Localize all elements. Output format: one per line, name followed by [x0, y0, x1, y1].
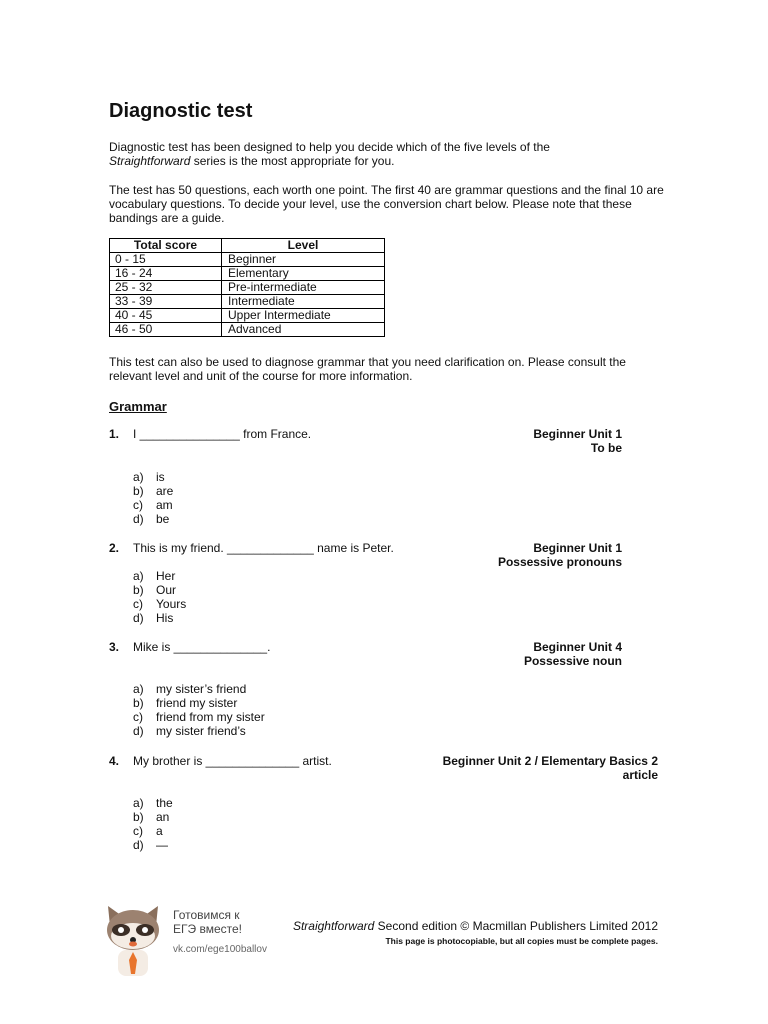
header-total-score: Total score: [110, 239, 222, 253]
option-text: a: [156, 824, 163, 838]
answer-options: [133, 682, 265, 738]
question-number: 2.: [109, 541, 120, 555]
option-a[interactable]: [133, 569, 186, 583]
copyright-rest: Second edition © Macmillan Publishers Limited 2012: [374, 919, 658, 933]
unit-topic: Possessive noun: [523, 654, 622, 668]
option-text: my sister friend’s: [156, 724, 246, 738]
option-letter: b): [133, 696, 144, 710]
option-letter: a): [133, 569, 144, 583]
question-number: 3.: [109, 640, 120, 654]
unit-title: Beginner Unit 1: [533, 541, 622, 555]
promo-line-1: Готовимся к: [173, 908, 240, 922]
option-b[interactable]: [133, 810, 173, 824]
question-text: This is my friend. _____________ name is Peter.: [133, 541, 394, 555]
option-c[interactable]: [133, 710, 265, 724]
score-conversion-table: [109, 238, 385, 337]
option-c[interactable]: [133, 597, 186, 611]
level-cell: Beginner: [222, 253, 385, 267]
table-row: [110, 295, 385, 309]
unit-title: Beginner Unit 2 / Elementary Basics 2: [442, 754, 658, 768]
score-cell: 40 - 45: [110, 309, 222, 323]
option-text: the: [156, 796, 173, 810]
option-letter: a): [133, 470, 144, 484]
level-cell: Intermediate: [222, 295, 385, 309]
promo-text: [173, 908, 242, 936]
option-letter: d): [133, 838, 144, 852]
page-title: Diagnostic test: [109, 100, 253, 122]
answer-options: [133, 569, 186, 625]
option-letter: b): [133, 484, 144, 498]
option-d[interactable]: [133, 512, 173, 526]
table-row: [110, 267, 385, 281]
option-text: an: [156, 810, 170, 824]
unit-reference: [533, 427, 622, 455]
question-number: 4.: [109, 754, 120, 768]
header-level: Level: [222, 239, 385, 253]
option-c[interactable]: [133, 824, 173, 838]
intro-paragraph-1: [109, 140, 669, 168]
unit-topic: Possessive pronouns: [497, 555, 622, 569]
table-row: [110, 309, 385, 323]
copyright-line: [293, 919, 658, 933]
unit-title: Beginner Unit 1: [533, 427, 622, 441]
option-text: is: [156, 470, 165, 484]
option-text: am: [156, 498, 173, 512]
table-row: [110, 323, 385, 337]
option-letter: d): [133, 512, 144, 526]
unit-reference: [524, 640, 622, 668]
section-heading-grammar: Grammar: [109, 399, 167, 414]
option-text: Her: [156, 569, 176, 583]
score-cell: 25 - 32: [110, 281, 222, 295]
option-text: my sister’s friend: [156, 682, 247, 696]
unit-topic: To be: [590, 441, 622, 455]
level-cell: Advanced: [222, 323, 385, 337]
option-text: be: [156, 512, 170, 526]
option-b[interactable]: [133, 583, 186, 597]
unit-reference: [498, 541, 622, 569]
option-letter: c): [133, 710, 143, 724]
option-letter: a): [133, 682, 144, 696]
table-row: [110, 253, 385, 267]
table-row: [110, 281, 385, 295]
option-b[interactable]: [133, 696, 265, 710]
option-letter: a): [133, 796, 144, 810]
level-cell: Elementary: [222, 267, 385, 281]
score-cell: 46 - 50: [110, 323, 222, 337]
series-name: Straightforward: [109, 154, 191, 168]
question-text: Mike is ______________.: [133, 640, 271, 654]
promo-line-2: ЕГЭ вместе!: [173, 922, 242, 936]
option-text: Our: [156, 583, 177, 597]
promo-link[interactable]: vk.com/ege100ballov: [173, 944, 267, 955]
question-text: I _______________ from France.: [133, 427, 312, 441]
option-d[interactable]: [133, 724, 265, 738]
option-letter: c): [133, 597, 143, 611]
question-number: 1.: [109, 427, 120, 441]
answer-options: [133, 796, 173, 852]
answer-options: [133, 470, 173, 526]
option-text: friend my sister: [156, 696, 238, 710]
intro-p1-after: series is the most appropriate for you.: [190, 154, 395, 168]
score-cell: 16 - 24: [110, 267, 222, 281]
option-letter: c): [133, 824, 143, 838]
copyright-series: Straightforward: [292, 919, 375, 933]
option-text: His: [156, 611, 174, 625]
unit-reference: [443, 754, 658, 782]
option-letter: b): [133, 810, 144, 824]
outro-paragraph: This test can also be used to diagnose grammar that you need clarification on. Please consult the relevant level and unit of the course for more information.: [109, 355, 626, 383]
intro-p1-before: Diagnostic test has been designed to help you decide which of the five levels of the: [109, 140, 550, 154]
level-cell: Upper Intermediate: [222, 309, 385, 323]
option-a[interactable]: [133, 796, 173, 810]
option-letter: b): [133, 583, 144, 597]
option-b[interactable]: [133, 484, 173, 498]
option-letter: d): [133, 724, 144, 738]
raccoon-mascot-icon: [100, 902, 166, 980]
intro-paragraph-2: The test has 50 questions, each worth one point. The first 40 are grammar questions and the final 10 are vocabulary questions. To decide your level, use the conversion chart below. Please note that these bandings are a guide.: [109, 183, 664, 225]
question-text: My brother is ______________ artist.: [133, 754, 332, 768]
photocopy-note: This page is photocopiable, but all copies must be complete pages.: [385, 936, 658, 946]
option-text: —: [156, 838, 168, 852]
score-cell: 0 - 15: [110, 253, 222, 267]
option-a[interactable]: [133, 470, 173, 484]
unit-topic: article: [622, 768, 658, 782]
score-cell: 33 - 39: [110, 295, 222, 309]
option-a[interactable]: [133, 682, 265, 696]
level-cell: Pre-intermediate: [222, 281, 385, 295]
option-text: friend from my sister: [156, 710, 265, 724]
option-d[interactable]: [133, 838, 173, 852]
unit-title: Beginner Unit 4: [533, 640, 622, 654]
option-d[interactable]: [133, 611, 186, 625]
option-letter: d): [133, 611, 144, 625]
option-c[interactable]: [133, 498, 173, 512]
option-text: Yours: [156, 597, 187, 611]
option-text: are: [156, 484, 174, 498]
option-letter: c): [133, 498, 143, 512]
